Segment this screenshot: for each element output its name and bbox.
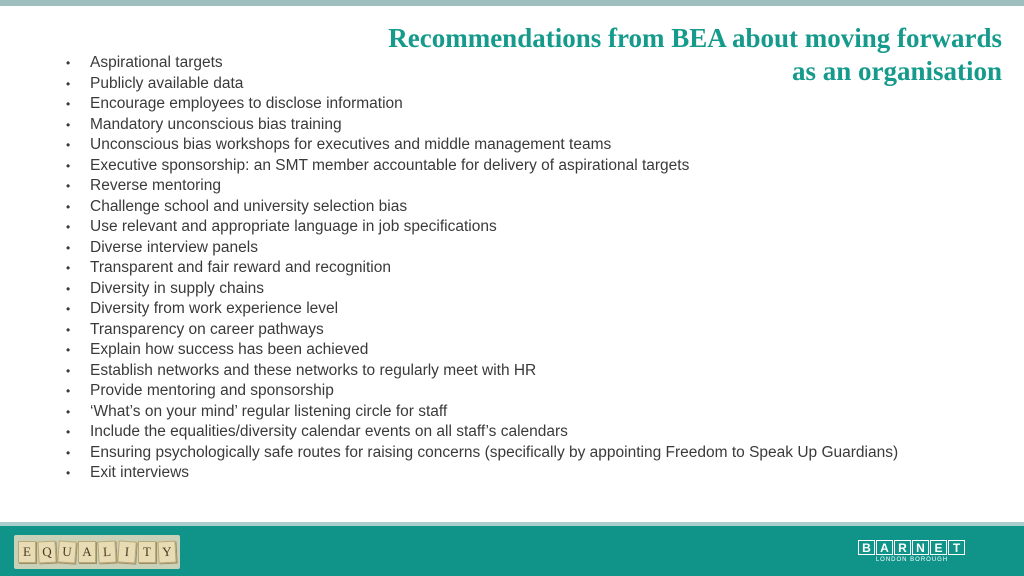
list-item xyxy=(62,381,922,402)
barnet-subtitle: LONDON BOROUGH xyxy=(875,557,949,563)
barnet-letter: R xyxy=(894,540,911,555)
list-item xyxy=(62,320,922,341)
barnet-letter: A xyxy=(876,540,893,555)
equality-tile: T xyxy=(138,541,156,563)
equality-tile: A xyxy=(78,541,96,563)
list-item-text: Diversity from work experience level xyxy=(90,300,339,317)
equality-tile: Q xyxy=(37,541,56,564)
slide-title: Recommendations from BEA about moving forwards as an organisation xyxy=(388,23,1002,86)
bullet-icon: • xyxy=(66,343,71,357)
equality-tile: L xyxy=(97,541,116,564)
bullet-icon: • xyxy=(66,76,71,91)
bullet-icon: • xyxy=(66,281,71,296)
bullet-icon: • xyxy=(66,404,71,419)
list-item-text: Diversity in supply chains xyxy=(90,279,265,297)
list-item-text: Ensuring psychologically safe routes for raising concerns (specifically by appointing Freedom to Speak Up Guardians) xyxy=(90,443,899,461)
list-item xyxy=(62,156,922,177)
list-item xyxy=(62,463,922,484)
list-item-text: Executive sponsorship: an SMT member accountable for delivery of aspirational targets xyxy=(90,156,690,174)
list-item-text: Aspirational targets xyxy=(90,54,223,71)
bullet-icon: • xyxy=(66,261,71,275)
list-item-text: Use relevant and appropriate language in job specifications xyxy=(90,218,497,235)
list-item-text: Diverse interview panels xyxy=(90,238,258,256)
bullet-icon: • xyxy=(66,445,71,460)
recommendations-list xyxy=(62,53,922,484)
list-item xyxy=(62,94,922,115)
list-item xyxy=(62,402,922,423)
list-item-text: Publicly available data xyxy=(90,74,244,92)
bullet-icon: • xyxy=(66,138,71,152)
equality-tile: Y xyxy=(157,541,176,564)
bullet-icon: • xyxy=(66,97,71,111)
list-item xyxy=(62,238,922,259)
list-item-text: Challenge school and university selection bias xyxy=(90,197,408,215)
equality-logo xyxy=(14,535,180,569)
barnet-logo xyxy=(858,540,968,566)
list-item xyxy=(62,135,922,156)
barnet-letter: E xyxy=(930,540,947,555)
list-item xyxy=(62,176,922,197)
list-item xyxy=(62,279,922,300)
list-item xyxy=(62,74,922,95)
bullet-icon: • xyxy=(66,158,71,173)
bullet-icon: • xyxy=(66,322,71,337)
barnet-letter: B xyxy=(858,540,875,555)
list-item xyxy=(62,361,922,382)
bullet-icon: • xyxy=(66,384,71,398)
bullet-icon: • xyxy=(66,240,71,255)
equality-tile: I xyxy=(117,540,136,563)
list-item-text: Encourage employees to disclose information xyxy=(90,95,403,112)
list-item-text: Include the equalities/diversity calendar events on all staff’s calendars xyxy=(90,423,568,440)
list-item-text: Transparent and fair reward and recognition xyxy=(90,259,391,276)
bullet-icon: • xyxy=(66,425,71,439)
list-item-text: Explain how success has been achieved xyxy=(90,341,369,358)
list-item xyxy=(62,115,922,136)
bullet-icon: • xyxy=(66,220,71,234)
bullet-icon: • xyxy=(66,199,71,214)
list-item xyxy=(62,258,922,279)
list-item xyxy=(62,217,922,238)
list-item-text: Provide mentoring and sponsorship xyxy=(90,382,334,399)
list-item-text: Unconscious bias workshops for executives and middle management teams xyxy=(90,136,612,153)
bullet-icon: • xyxy=(66,179,71,193)
list-item xyxy=(62,299,922,320)
bullet-icon: • xyxy=(66,363,71,378)
barnet-letter: N xyxy=(912,540,929,555)
list-item xyxy=(62,340,922,361)
top-accent-bar xyxy=(0,0,1024,6)
equality-tile: E xyxy=(18,541,36,563)
list-item-text: Transparency on career pathways xyxy=(90,320,324,338)
bullet-icon: • xyxy=(66,117,71,132)
list-item xyxy=(62,443,922,464)
list-item-text: Exit interviews xyxy=(90,464,190,481)
list-item xyxy=(62,197,922,218)
list-item xyxy=(62,422,922,443)
list-item xyxy=(62,53,922,74)
list-item-text: Mandatory unconscious bias training xyxy=(90,115,342,133)
bullet-icon: • xyxy=(66,466,71,480)
bullet-icon: • xyxy=(66,56,71,70)
list-item-text: Reverse mentoring xyxy=(90,177,221,194)
barnet-letter: T xyxy=(948,540,965,555)
list-item-text: ‘What’s on your mind’ regular listening circle for staff xyxy=(90,402,448,420)
list-item-text: Establish networks and these networks to regularly meet with HR xyxy=(90,361,537,379)
bullet-icon: • xyxy=(66,302,71,316)
barnet-wordmark xyxy=(858,540,968,555)
equality-tile: U xyxy=(57,540,76,563)
